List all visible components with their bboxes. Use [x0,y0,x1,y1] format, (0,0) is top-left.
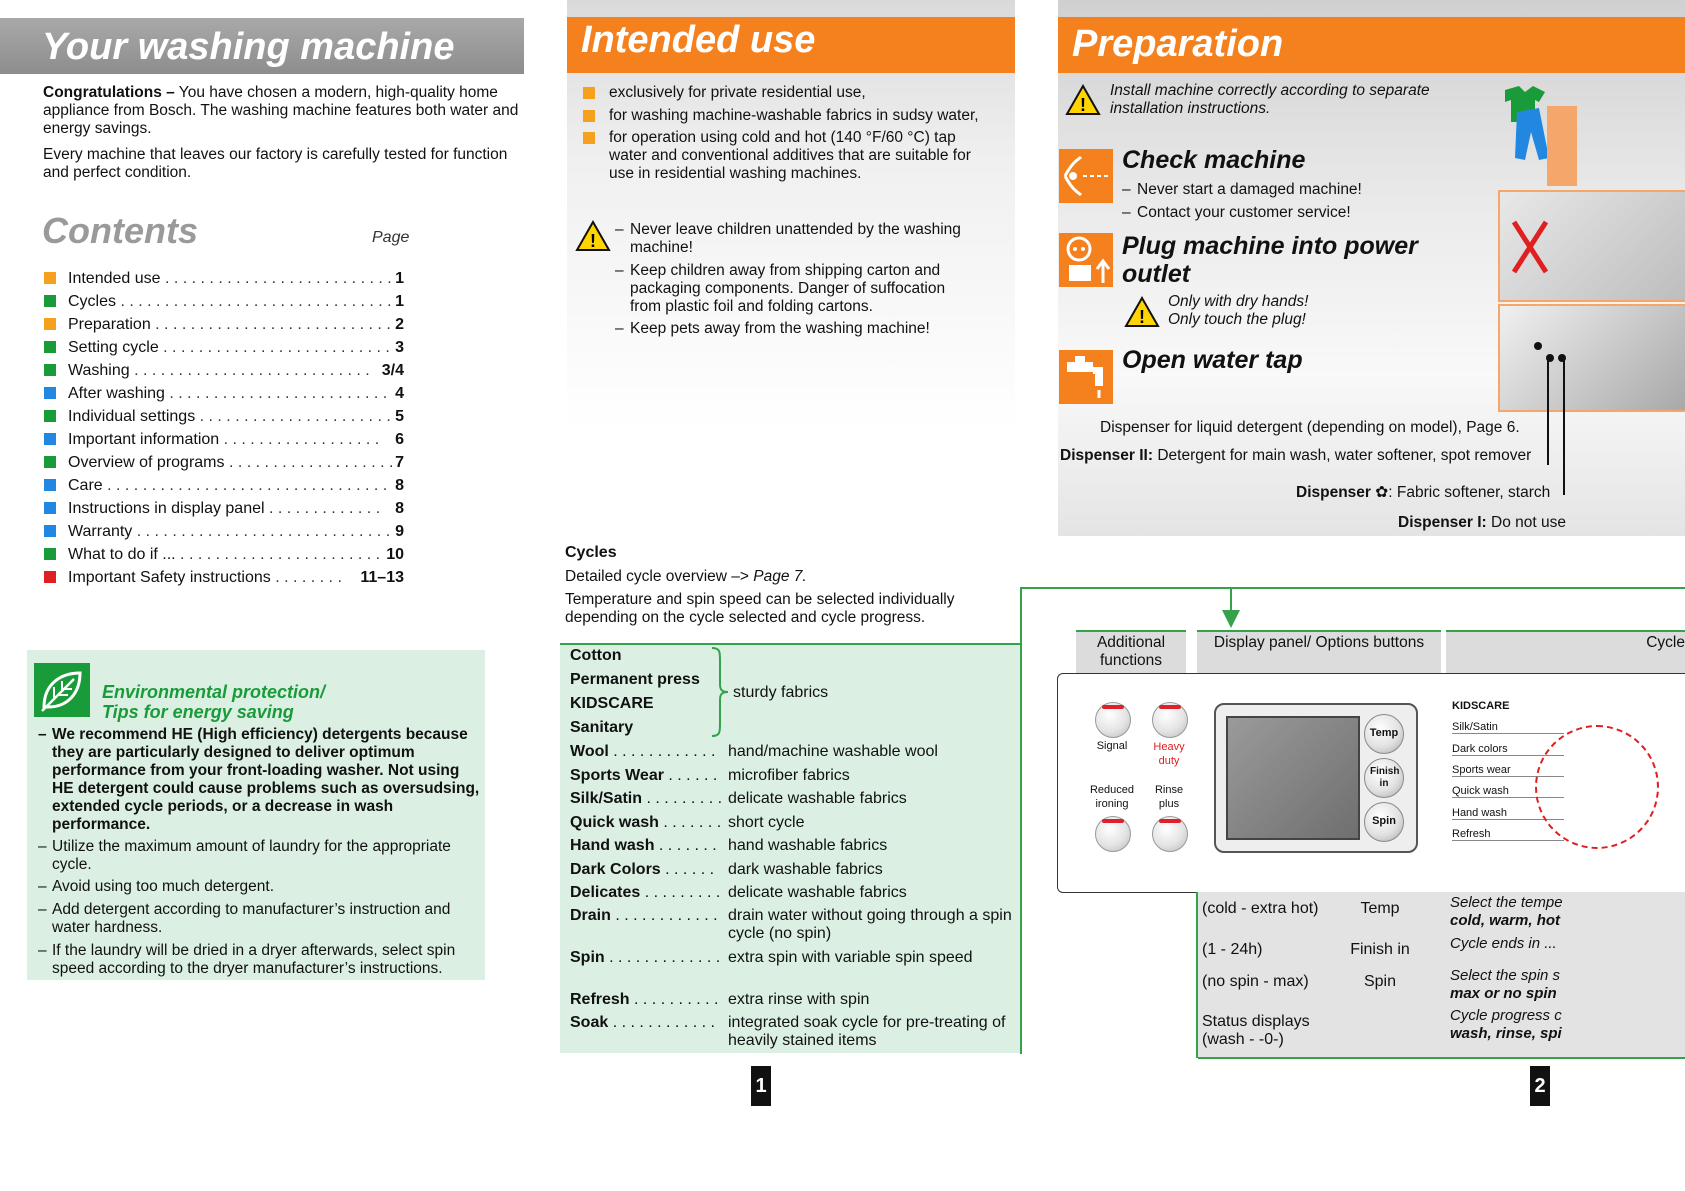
toc-dots: . . . . . . . . . . . . . . . . . . . . . . . [175,546,381,563]
cycle-dial[interactable] [1535,725,1659,849]
dispenser-flower: Dispenser ✿: Fabric softener, starch [1296,484,1551,501]
toc-page: 3 [395,339,404,356]
toc-item[interactable] [44,408,404,430]
cycle-name: KIDSCARE [570,695,654,712]
svg-text:!: ! [590,231,596,251]
cycle-list-item[interactable]: Refresh [1452,828,1564,841]
toc-item[interactable] [44,385,404,407]
cycle-name: Drain . . . . . . . . . . . . [570,907,718,924]
options-table-left-rule [1196,892,1198,1058]
option-range: Status displays (wash - -0-) [1202,1013,1310,1048]
toc-label: What to do if ... [68,546,176,563]
cycle-desc: hand washable fabrics [728,837,888,854]
flower-icon: ✿ [1375,484,1389,501]
option-button-name: Spin [1363,973,1397,990]
toc-color-square [44,272,56,284]
dispenser-i: Dispenser I: Do not use [1398,514,1567,531]
toc-page: 4 [395,385,404,402]
cycle-list-item[interactable]: Dark colors [1452,743,1564,756]
cycle-name: Refresh . . . . . . . . . . [570,991,719,1008]
cycle-name: Quick wash . . . . . . . [570,814,722,831]
cycle-desc: integrated soak cycle for pre-treating of heavily stained items [728,1014,1006,1049]
toc-page: 8 [395,477,404,494]
toc-page: 9 [395,523,404,540]
toc-label: Individual settings [68,408,196,425]
toc-item[interactable] [44,293,404,315]
toc-label: After washing [68,385,165,402]
group-desc: sturdy fabrics [733,684,829,701]
damaged-machine-photo [1498,190,1685,302]
plug-warn-1: Only with dry hands! [1168,293,1309,310]
rinse-plus-label: Rinse plus [1154,784,1184,810]
toc-page: 11–13 [360,569,404,586]
option-desc-bold: cold, warm, hot [1450,912,1561,929]
toc-dots: . . . . . . . . . . . . . [264,500,381,517]
title-bar-preparation [1058,17,1685,73]
toc-item[interactable] [44,500,404,522]
plug-title: Plug machine into power outlet [1122,232,1418,288]
toc-color-square [44,318,56,330]
panel-header-display: Display panel/ Options buttons [1197,630,1441,676]
toc-page: 2 [395,316,404,333]
toc-page: 5 [395,408,404,425]
panel-frame-top-rule [1020,587,1685,589]
cycles-group [570,644,700,740]
cycles-detail-prefix: Detailed cycle overview –> [565,568,754,585]
toc-label: Intended use [68,270,161,287]
svg-text:!: ! [1139,307,1145,327]
eco-item: – Utilize the maximum amount of laundry for the appropriate cycle. [38,838,451,873]
down-arrow-icon [1220,588,1242,635]
heavy-duty-button[interactable] [1152,702,1188,738]
toc-dots: . . . . . . . . . . . . . . . . . . . . . . . . . . . [129,362,370,379]
cycle-name: Delicates . . . . . . . . . [570,884,721,901]
toc-item[interactable] [44,523,404,545]
check-machine-title: Check machine [1122,146,1306,174]
cycle-name: Cotton [570,647,622,664]
install-note: Install machine correctly according to separate installation instructions. [1110,82,1430,117]
option-range: (cold - extra hot) [1202,900,1319,917]
dispenser-photo [1498,304,1685,412]
intro-text: You have chosen a modern, high-quality home appliance from Bosch. The washing machine features both water and energy savings. [43,84,519,137]
eco-title-line1: Environmental protection/ [102,682,326,702]
cycle-desc: extra rinse with spin [728,991,870,1008]
intro-text-2: Every machine that leaves our factory is carefully tested for function and perfect condition. [43,146,508,181]
page-title: Your washing machine [42,26,455,68]
display-screen [1226,716,1360,840]
plug-warn-2: Only touch the plug! [1168,311,1306,328]
reduced-ironing-label: Reduced ironing [1089,784,1135,810]
cycle-desc: microfiber fabrics [728,767,850,784]
cycle-list-item[interactable]: KIDSCARE [1452,700,1510,712]
title-bar-your-washing-machine [0,18,524,74]
toc-dots: . . . . . . . . . . . . . . . . . . . [224,454,394,471]
warning-icon [1065,84,1101,121]
toc-label: Overview of programs [68,454,225,471]
cycle-name: Soak . . . . . . . . . . . . [570,1014,715,1031]
cycle-name: Wool . . . . . . . . . . . . [570,743,716,760]
toc-dots: . . . . . . . . . . . . . . . . . . . . . . . . . . . [150,316,391,333]
cycles-detail [565,568,807,586]
toc-color-square [44,525,56,537]
intro-paragraph [43,84,523,182]
cycle-desc: short cycle [728,814,805,831]
option-range: (no spin - max) [1202,973,1309,990]
heavy-duty-label: Heavy duty [1153,741,1185,767]
signal-label: Signal [1096,740,1128,752]
cycle-name: Silk/Satin . . . . . . . . . [570,790,723,807]
toc-label: Setting cycle [68,339,159,356]
panel-header-additional: Additional functions [1076,630,1186,676]
toc-color-square [44,433,56,445]
toc-color-square [44,295,56,307]
toc-color-square [44,571,56,583]
toc-dots: . . . . . . . . . . . . . . . . . . [219,431,380,448]
intended-bullet: exclusively for private residential use, [583,84,1003,104]
plug-warning [1168,293,1308,329]
water-tap-icon [1059,350,1113,404]
toc-color-square [44,387,56,399]
finish-in-button[interactable]: Finish in [1364,758,1404,798]
toc-label: Preparation [68,316,151,333]
cycles-temp-note: Temperature and spin speed can be selected individually depending on the cycle selected and cycle progress. [565,591,955,626]
cycle-desc: extra spin with variable spin speed [728,949,973,966]
open-water-tap-title: Open water tap [1122,346,1303,374]
rinse-plus-button[interactable] [1152,816,1188,852]
toc-item[interactable] [44,569,404,591]
cycle-desc: hand/machine washable wool [728,743,938,760]
toc-dots: . . . . . . . . . . . . . . . . . . . . . . . . . . . . . [132,523,391,540]
leaf-icon [34,663,90,717]
page-number-2: 2 [1530,1066,1550,1106]
toc-dots: . . . . . . . . . . . . . . . . . . . . . . . . . . [158,339,390,356]
toc-page: 7 [395,454,404,471]
option-desc: Select the tempe [1450,894,1563,911]
toc-label: Care [68,477,103,494]
title-bar-intended-use [567,17,1015,73]
warning-icon [1124,296,1160,333]
leader-line [1547,355,1549,465]
toc-color-square [44,410,56,422]
toc-dots: . . . . . . . . . . . . . . . . . . . . . . . . . . . . . . . [116,293,392,310]
toc-item[interactable] [44,454,404,476]
cycle-desc: dark washable fabrics [728,861,883,878]
cycle-name: Dark Colors . . . . . . [570,861,715,878]
toc-color-square [44,456,56,468]
option-desc: Cycle ends in ... [1450,935,1557,952]
cycles-table-right-rule [1020,588,1022,1054]
leader-line [1563,355,1565,495]
intended-title: Intended use [581,19,816,61]
cycle-list-item[interactable]: Hand wash [1452,807,1564,820]
toc-color-square [44,341,56,353]
eco-item: – If the laundry will be dried in a dryer afterwards, select spin speed according to the dryer manufacturer’s instructions. [38,942,456,977]
toc-label: Warranty [68,523,133,540]
cycle-name: Sanitary [570,719,634,736]
toc-item[interactable] [44,362,404,384]
dispenser-liquid: Dispenser for liquid detergent (depending on model), Page 6. [1100,419,1520,436]
eco-item: – Avoid using too much detergent. [38,878,275,895]
option-desc-bold: max or no spin [1450,985,1557,1002]
toc-dots: . . . . . . . . [270,569,342,586]
toc-page: 6 [395,431,404,448]
cycle-desc: delicate washable fabrics [728,884,907,901]
intended-bullet: for operation using cold and hot (140 °F/60 °C) tap water and conventional additives that are suitable for use in residential washing machines. [583,129,1003,189]
contents-title: Contents [42,210,198,251]
toc-item[interactable] [44,270,404,292]
toc-page: 8 [395,500,404,517]
option-desc-bold: wash, rinse, spi [1450,1025,1562,1042]
intended-bullet: for washing machine-washable fabrics in sudsy water, [583,107,1003,127]
cycles-detail-page: Page 7. [753,568,807,585]
eye-icon [1059,149,1113,203]
toc-page: 1 [395,270,404,287]
option-desc: Cycle progress c [1450,1007,1562,1024]
eco-title [102,682,325,722]
toc-item[interactable] [44,431,404,453]
svg-text:!: ! [1080,95,1086,115]
toc-item[interactable] [44,316,404,338]
warning-icon [575,220,611,257]
option-desc: Select the spin s [1450,967,1561,984]
eco-item: – Add detergent according to manufacturer’s instruction and water hardness. [38,901,451,936]
toc-color-square [44,502,56,514]
contents-page-label: Page [372,229,410,246]
signal-button[interactable] [1095,702,1131,738]
toc-page: 1 [395,293,404,310]
toc-label: Instructions in display panel [68,500,265,517]
toc-page: 3/4 [381,362,404,379]
cycle-name: Sports Wear . . . . . . [570,767,718,784]
toc-label: Important Safety instructions [68,569,271,586]
group-brace [708,646,730,743]
panel-header-cycle: Cycle [1446,630,1685,676]
cycle-list-item[interactable]: Silk/Satin [1452,721,1564,734]
page-number-1: 1 [751,1066,771,1106]
cycle-name: Spin . . . . . . . . . . . . . [570,949,721,966]
option-button-name: Finish in [1350,941,1410,958]
reduced-ironing-button[interactable] [1095,816,1131,852]
toc-color-square [44,364,56,376]
toc-label: Washing [68,362,130,379]
eco-item: – We recommend HE (High efficiency) detergents because they are particularly designed to deliver optimum performance from your front-loading washer. Not using HE detergent could cause problems such as oversudsing, extended cycle periods, or a decrease in wash performance. [38,726,480,833]
toc-dots: . . . . . . . . . . . . . . . . . . . . . . . . . [164,385,388,402]
toc-dots: . . . . . . . . . . . . . . . . . . . . . . . . . . . . . . . . [102,477,388,494]
cycle-name: Permanent press [570,671,700,688]
plug-icon [1059,233,1113,287]
toc-item[interactable] [44,546,404,568]
cycle-list-item[interactable]: Quick wash [1452,785,1564,798]
spin-button[interactable]: Spin [1364,802,1404,842]
temp-button[interactable]: Temp [1364,714,1404,754]
prep-title: Preparation [1072,23,1284,65]
toc-item[interactable] [44,339,404,361]
option-range: (1 - 24h) [1202,941,1263,958]
option-button-name: Temp [1360,900,1400,917]
intro-bold: Congratulations – [43,84,175,101]
cycle-desc: drain water without going through a spin cycle (no spin) [728,907,1012,942]
toc-color-square [44,548,56,560]
toc-dots: . . . . . . . . . . . . . . . . . . . . . . . . . . [160,270,392,287]
cycle-list-item[interactable]: Sports wear [1452,764,1564,777]
cycle-name: Hand wash . . . . . . . [570,837,717,854]
eco-title-line2: Tips for energy saving [102,702,294,722]
toc-color-square [44,479,56,491]
toc-item[interactable] [44,477,404,499]
orange-tab-edge [1547,106,1577,186]
cycles-title: Cycles [565,544,617,561]
dispenser-ii: Dispenser II: Detergent for main wash, water softener, spot remover [1060,447,1532,464]
toc-label: Important information [68,431,220,448]
cycle-desc: delicate washable fabrics [728,790,907,807]
toc-dots: . . . . . . . . . . . . . . . . . . . . . . [195,408,391,425]
toc-label: Cycles [68,293,117,310]
toc-page: 10 [386,546,404,563]
